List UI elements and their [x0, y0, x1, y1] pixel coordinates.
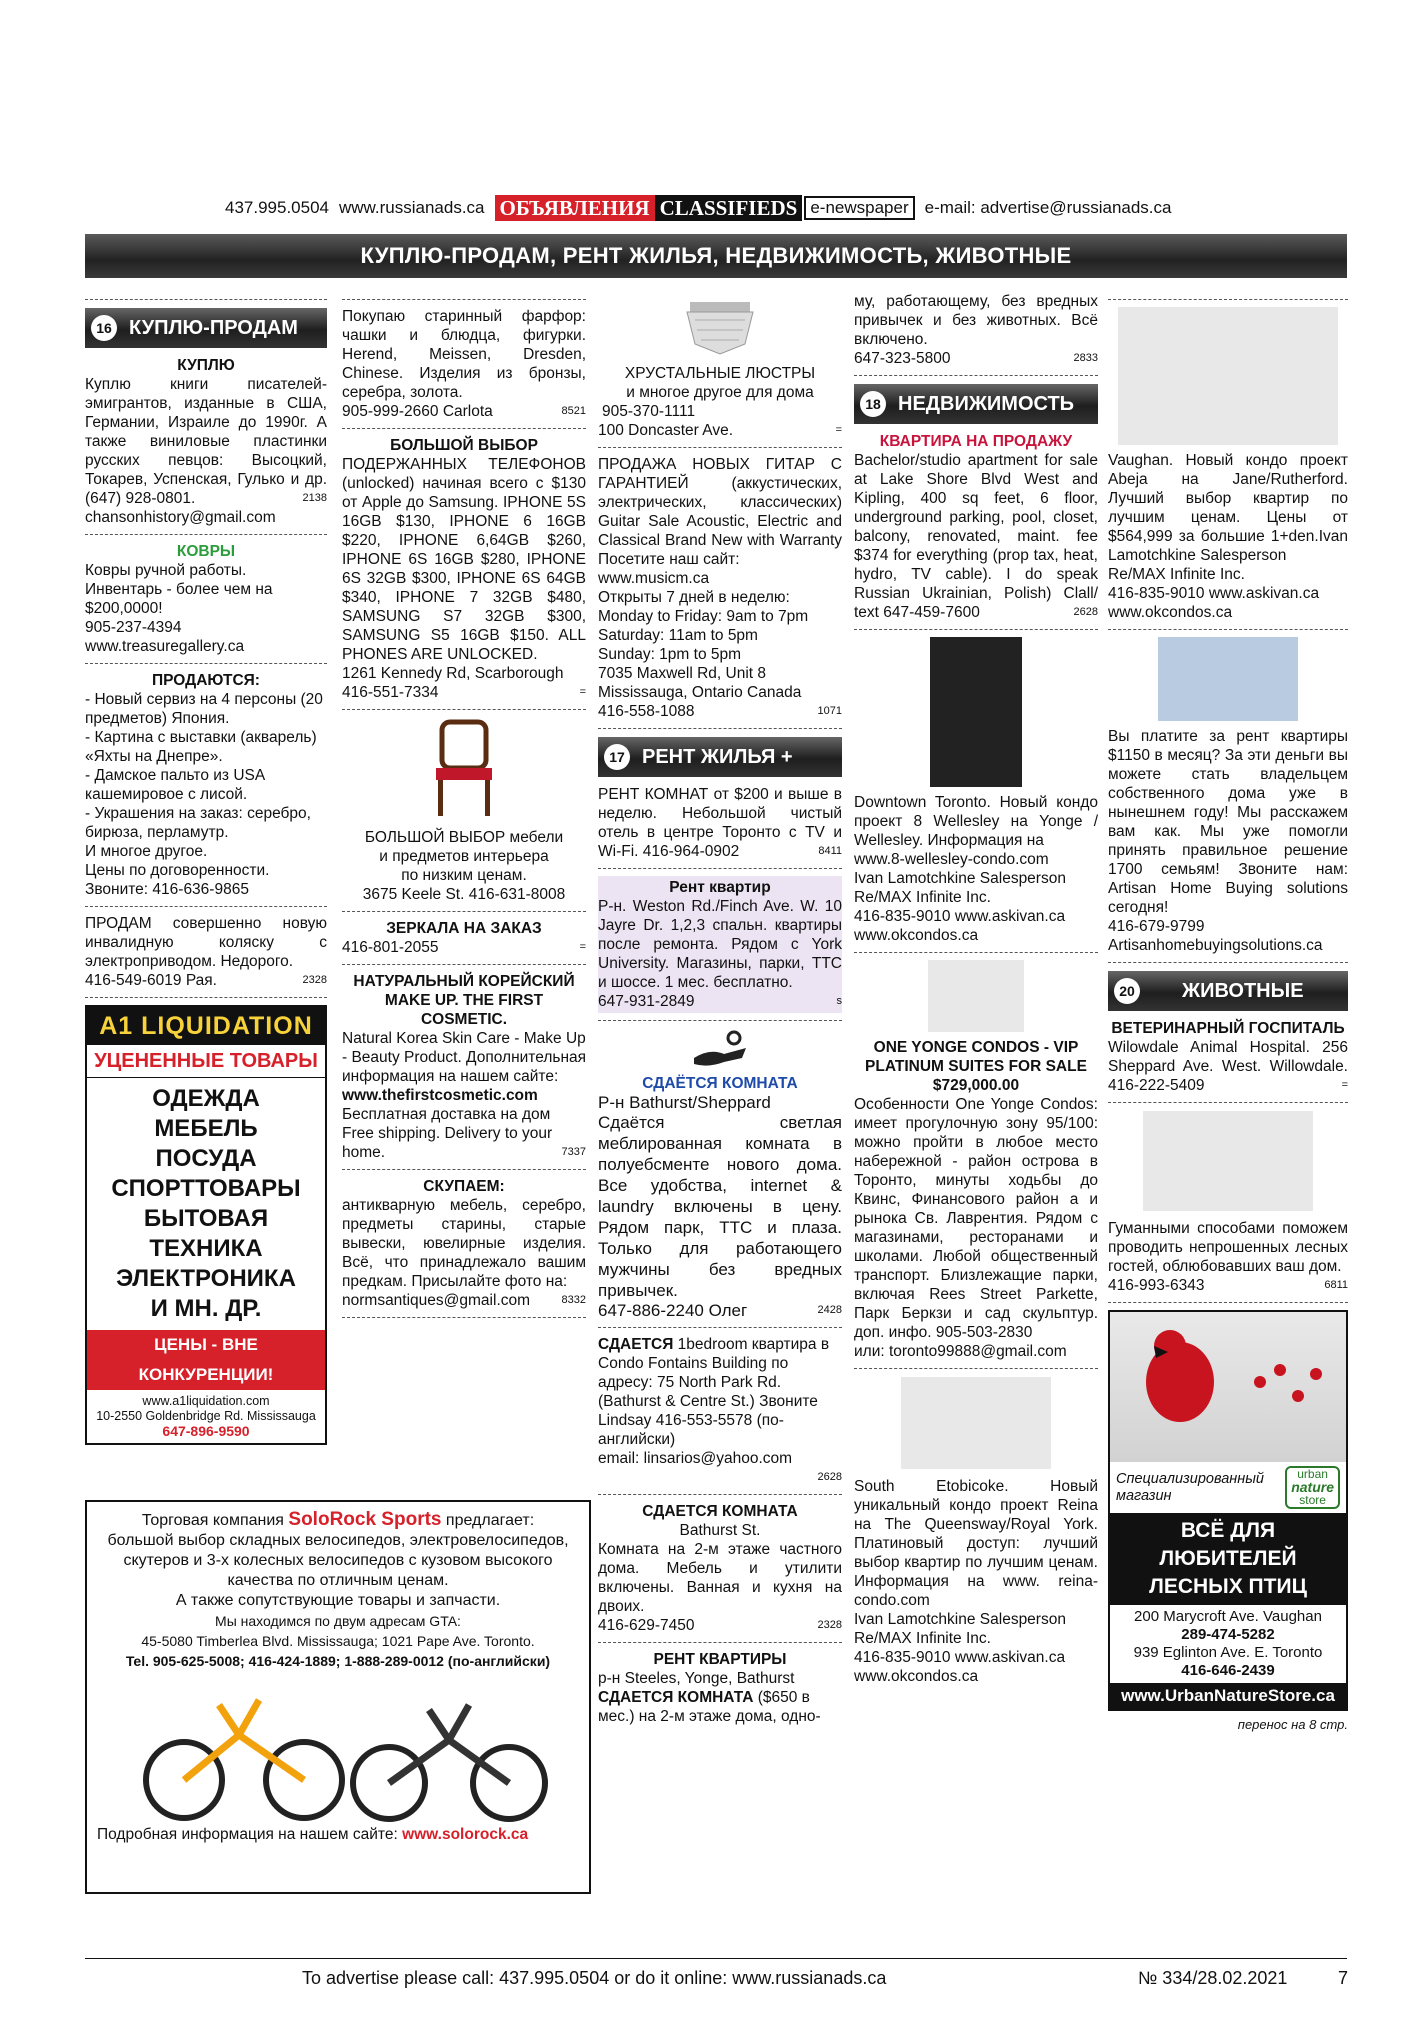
- solorock-phones: Tel. 905-625-5008; 416-424-1889; 1-888-289-0012 (по-английски): [125, 1653, 551, 1669]
- ad-text: Сдаётся светлая меблированная комната в полуебсменте нового дома. Все удобства, internet & laundry включены в цену. Рядом парк, TTC и плаза. Только для работающего мужчины без вредных привычек.: [598, 1113, 842, 1300]
- a1-price-strip: ЦЕНЫ - ВНЕ КОНКУРЕНЦИИ!: [87, 1330, 325, 1390]
- ad-line: Mississauga, Ontario Canada: [598, 684, 802, 701]
- ad-email[interactable]: email: linsarios@yahoo.com: [598, 1450, 793, 1467]
- ad-heading: СДАЁТСЯ КОМНАТА: [642, 1075, 798, 1092]
- ad-line: Ivan Lamotchkine Salesperson: [854, 1611, 1066, 1628]
- ad-text: Куплю книги писателей-эмигрантов, изданные в США, Германии, Израиле до 1990г. А также виниловые пластинки русских певцов: Высоцкий, Токарев, Успенская, Гулько и др. (647) 928-0801. 2138: [85, 376, 327, 507]
- logo-enewspaper: e-newspaper: [804, 196, 914, 220]
- ad-phone: 416-801-2055 =: [342, 939, 586, 956]
- ad-text: ПОДЕРЖАННЫХ ТЕЛЕФОНОВ (unlocked) начиная всего с $130 от Apple до Samsung. IPHONE 5S 16GB $130, IPHONE 6 16GB $220, IPHONE 6,64GB $260, IPHONE 6S 16GB $280, IPHONE 6S 32GB $300, IPHONE 6S 64GB $340, IPHONE 7 32GB $480, SAMSUNG S7 32GB $300, SAMSUNG S5 16GB $150. ALL PHONES ARE UNLOCKED.: [342, 456, 586, 663]
- ad-price: $729,000.00: [932, 1077, 1020, 1094]
- masthead: [225, 195, 1215, 221]
- column-4: [854, 292, 1098, 1686]
- ad-line: Открыты 7 дней в неделю:: [598, 589, 790, 606]
- ad-phone: 416-629-7450 2328: [598, 1617, 842, 1634]
- section-kuplyu-prodam: 16 КУПЛЮ-ПРОДАМ: [85, 308, 327, 348]
- ad-phone: 416-835-9010 www.askivan.ca: [854, 908, 1066, 925]
- ad-line: - Дамское пальто из USA кашемировое с лисой.: [85, 767, 265, 803]
- hand-key-image: [598, 1028, 842, 1074]
- bicycles-image: [87, 1675, 589, 1825]
- solorock-ad: [85, 1500, 591, 1894]
- ad-text: РЕНТ КОМНАТ от $200 и выше в неделю. Небольшой чистый отель в центре Торонто с TV и Wi-Fi. 416-964-0902 8411: [598, 786, 842, 860]
- ad-heading: ONE YONGE CONDOS - VIP PLATINUM SUITES FOR SALE: [865, 1039, 1087, 1075]
- ad-line: 7035 Maxwell Rd, Unit 8: [598, 665, 766, 682]
- ad-line: Re/MAX Infinite Inc.: [854, 889, 991, 906]
- reina-condo-image: [901, 1377, 1051, 1469]
- ad-phone: 416-551-7334 =: [342, 684, 586, 701]
- antique-chair-image: [428, 718, 500, 818]
- logo-english: CLASSIFIEDS: [655, 195, 803, 221]
- ad-text: СДАЕТСЯ 1bedroom квартира в Condo Fontains Building по адресу: 75 North Park Rd. (Bathurst & Centre St.) Звоните Lindsay 416-553-5578 (по-английски): [598, 1336, 830, 1448]
- ad-text: ПРОДАЖА НОВЫХ ГИТАР С ГАРАНТИЕЙ (аккустических, электрических, классических) Guitar Sale Acoustic, Electric and Classical Brand New with Warranty Посетите наш сайт:: [598, 456, 842, 568]
- category-banner: КУПЛЮ-ПРОДАМ, РЕНТ ЖИЛЬЯ, НЕДВИЖИМОСТЬ, ЖИВОТНЫЕ: [85, 234, 1347, 278]
- ad-text: Вы платите за рент квартиры $1150 в месяц? За эти деньги вы можете стать владельцем собственного дома уже в нынешнем году! Мы расскажем вам как. Мы уже помогли принять правильное решение 1700 семьям! Звоните нам: Artisan Home Buying solutions сегодня!: [1108, 728, 1348, 916]
- ad-phone: 905-999-2660 Carlota 8521: [342, 403, 586, 420]
- store-tagline: Специализированный магазин: [1116, 1470, 1264, 1504]
- ad-heading: КВАРТИРА НА ПРОДАЖУ: [879, 433, 1073, 450]
- ad-line: Звоните: 416-636-9865: [85, 881, 249, 898]
- ad-line: Цены по договоренности.: [85, 862, 270, 879]
- ad-text: Wilowdale Animal Hospital. 256 Sheppard Ave. West. Willowdale. 416-222-5409 =: [1108, 1039, 1348, 1094]
- solorock-text: Мы находимся по двум адресам GTA:: [215, 1613, 461, 1629]
- ad-line: - Картина с выставки (акварель) «Яхты на Днепре».: [85, 729, 317, 765]
- ad-website[interactable]: www.musicm.ca: [598, 570, 710, 587]
- abeja-condo-image: [1118, 307, 1338, 445]
- a1-title: A1 LIQUIDATION: [87, 1007, 325, 1045]
- ad-heading: КУПЛЮ: [177, 357, 235, 374]
- ad-text: ХРУСТАЛЬНЫЕ ЛЮСТРЫ и многое другое для дома: [624, 365, 816, 401]
- ad-email[interactable]: normsantiques@gmail.com 8332: [342, 1292, 586, 1309]
- ad-phone: 647-323-5800 2833: [854, 350, 1098, 367]
- solorock-text: большой выбор складных велосипедов, электровелосипедов, скутеров и 3-х колесных велосипедов с кузовом высокого качества по отличным ценам.: [107, 1532, 569, 1589]
- solorock-text: А также сопутствующие товары и запчасти.: [175, 1592, 501, 1609]
- solorock-footer: Подробная информация на нашем сайте: www.solorock.ca: [97, 1826, 529, 1843]
- footer-advertise: To advertise please call: 437.995.0504 or do it online: www.russianads.ca: [302, 1968, 887, 1988]
- ad-line: Ivan Lamotchkine Salesperson: [854, 870, 1066, 887]
- chandelier-image: [598, 296, 842, 358]
- header-email[interactable]: e-mail: advertise@russianads.ca: [924, 198, 1172, 217]
- ad-text: Ковры ручной работы. Инвентарь - более чем на $200,0000!: [85, 562, 273, 617]
- a1-list: ОДЕЖДА МЕБЕЛЬ ПОСУДА СПОРТТОВАРЫ БЫТОВАЯ ТЕХНИКА ЭЛЕКТРОНИКА И МН. ДР.: [111, 1085, 301, 1322]
- ad-phone: 416-558-1088 1071: [598, 703, 842, 720]
- ad-email[interactable]: chansonhistory@gmail.com: [85, 509, 276, 526]
- ad-text: Особенности One Yonge Condos: имеет прогулочную зону 95/100: можно пройти в любое место набережной - район острова в Торонто, минуты ходьбы до Квинс, Финансового район а и рынока Св. Лаврентия. Рядом с магазинами, ресторанами и школами. Любой общественный транспорт. Близлежащие парки, включая Rees Street Parkette, Парк Беркзи и сад скульптур. доп. инфо. 905-503-2830: [854, 1096, 1098, 1341]
- ad-website[interactable]: www.8-wellesley-condo.com: [854, 851, 1049, 868]
- rent-apartments-ad: Рент квартир Р-н. Weston Rd./Finch Ave. W. 10 Jayre Dr. 1,2,3 спальн. квартиры после ремонта. Рядом с York University. Магазины, парки, TTC и шоссе. 1 мес. бесплатно. 647-931-2849 s: [598, 876, 842, 1013]
- ad-line: Monday to Friday: 9am to 7pm: [598, 608, 809, 625]
- ad-phone: 416-993-6343 6811: [1108, 1277, 1348, 1294]
- wellesley-tower-image: [930, 637, 1022, 787]
- ad-heading: ЗЕРКАЛА НА ЗАКАЗ: [386, 920, 542, 937]
- ad-website[interactable]: www.treasuregallery.ca: [85, 638, 245, 655]
- ad-text: ПРОДАМ совершенно новую инвалидную коляску с электроприводом. Недорого.: [85, 915, 327, 970]
- column-1: [85, 292, 327, 1445]
- a1-liquidation-ad: [85, 1005, 327, 1445]
- ad-text: Гуманными способами поможем проводить непрошенных лесных гостей, облюбовавших ваш дом.: [1108, 1220, 1348, 1275]
- ad-website[interactable]: www.okcondos.ca: [854, 927, 979, 944]
- ad-line: Sunday: 1pm to 5pm: [598, 646, 742, 663]
- a1-subtitle: УЦЕНЕННЫЕ ТОВАРЫ: [87, 1045, 325, 1078]
- ad-email[interactable]: или: toronto99888@gmail.com: [854, 1343, 1067, 1360]
- ad-heading: БОЛЬШОЙ ВЫБОР: [390, 437, 538, 454]
- section-rent: 17 РЕНТ ЖИЛЬЯ +: [598, 737, 842, 777]
- solorock-address: 45-5080 Timberlea Blvd. Mississauga; 1021 Pape Ave. Toronto.: [141, 1633, 535, 1649]
- ad-text: Покупаю старинный фарфор: чашки и блюдца, фигурки. Herend, Meissen, Dresden, Chinese. Изделия из бронзы, серебра, золота.: [342, 308, 586, 401]
- ad-line: - Украшения на заказ: серебро, бирюза, перламутр.: [85, 805, 311, 841]
- solorock-site[interactable]: www.solorock.ca: [402, 1826, 529, 1843]
- ad-website[interactable]: www.okcondos.ca: [854, 1668, 979, 1685]
- ad-line: Р-н Bathurst/Sheppard: [598, 1093, 771, 1112]
- ad-line: Bathurst St.: [679, 1522, 761, 1539]
- ad-heading: КОВРЫ: [176, 543, 236, 560]
- continued-note: перенос на 8 стр.: [1237, 1717, 1348, 1732]
- ad-line: И многое другое.: [85, 843, 208, 860]
- ad-address: 100 Doncaster Ave. =: [598, 422, 842, 439]
- ad-code: 2628: [817, 1471, 842, 1483]
- ad-phone: 905-370-1111: [602, 403, 696, 420]
- ad-address: 1261 Kennedy Rd, Scarborough: [342, 665, 564, 682]
- ad-text: Комната на 2-м этаже частного дома. Мебель и утилити включены. Ванная и кухня на двоих.: [598, 1541, 842, 1615]
- ad-text: Vaughan. Новый кондо проект Abeja на Jane/Rutherford. Лучший выбор квартир по лучшим ценам. Цены от $564,999 за большие 1+den.Ivan Lamotchkine Salesperson: [1108, 452, 1348, 564]
- ad-phone: 416-835-9010 www.askivan.ca: [854, 1649, 1066, 1666]
- ad-heading: ПРОДАЮТСЯ:: [152, 672, 260, 689]
- ad-text: му, работающему, без вредных привычек и без животных. Всё включено.: [854, 293, 1098, 348]
- column-5: [1108, 292, 1348, 1734]
- footer-rule: [85, 1958, 1347, 1959]
- one-yonge-image: [928, 960, 1024, 1032]
- a1-site[interactable]: www.a1liquidation.com: [142, 1394, 270, 1408]
- logo-russian: ОБЪЯВЛЕНИЯ: [495, 195, 655, 221]
- a1-contacts: www.a1liquidation.com 10-2550 Goldenbridge Rd. Mississauga 647-896-9590: [87, 1390, 325, 1443]
- ad-text: Бесплатная доставка на дом Free shipping. Delivery to your home. 7337: [342, 1106, 586, 1161]
- header-phone: 437.995.0504: [225, 198, 329, 217]
- urban-nature-logo: urban nature store: [1285, 1466, 1340, 1509]
- ad-phone: 905-237-4394: [85, 619, 182, 636]
- header-site[interactable]: www.russianads.ca: [339, 198, 485, 217]
- ad-website[interactable]: www.thefirstcosmetic.com: [342, 1087, 538, 1104]
- wildlife-animals-image: [1143, 1111, 1313, 1211]
- ad-website[interactable]: www.okcondos.ca: [1108, 604, 1233, 621]
- store-slogan: ВСЁ ДЛЯ ЛЮБИТЕЛЕЙ ЛЕСНЫХ ПТИЦ: [1110, 1513, 1346, 1605]
- store-url[interactable]: www.UrbanNatureStore.ca: [1110, 1683, 1346, 1709]
- ad-line: р-н Steeles, Yonge, Bathurst: [598, 1670, 795, 1687]
- ad-line: - Новый сервиз на 4 персоны (20 предметов) Япония.: [85, 691, 323, 727]
- ad-text: СДАЕТСЯ КОМНАТА ($650 в мес.) на 2-м этаже дома, одно-: [598, 1689, 821, 1725]
- ad-text: Downtown Toronto. Новый кондо проект 8 Wellesley на Yonge / Wellesley. Информация на: [854, 794, 1098, 849]
- urban-nature-store-ad: [1108, 1310, 1348, 1711]
- ad-phone: 416-549-6019 Рая. 2328: [85, 972, 327, 989]
- ad-heading: СДАЕТСЯ КОМНАТА: [642, 1503, 798, 1520]
- column-2: [342, 292, 586, 1325]
- ad-text: Natural Korea Skin Care - Make Up - Beauty Product. Дополнительная информация на нашем сайте:: [342, 1030, 587, 1085]
- ad-phone: 416-835-9010 www.askivan.ca: [1108, 585, 1320, 602]
- ad-website[interactable]: Artisanhomebuyingsolutions.ca: [1108, 937, 1323, 954]
- ad-phone: 416-679-9799: [1108, 918, 1205, 935]
- ad-phone: 647-886-2240 Олег 2428: [598, 1301, 842, 1320]
- ad-text: South Etobicoke. Новый уникальный кондо проект Reina на The Queensway/Royal York. Платиновый доступ: лучший выбор квартир по лучшим ценам. Информация на www. reina-condo.com: [854, 1478, 1098, 1609]
- house-image: [1158, 637, 1298, 721]
- page-number: 7: [1338, 1968, 1349, 1988]
- section-nedvizhimost: 18 НЕДВИЖИМОСТЬ: [854, 384, 1098, 424]
- solorock-line: Торговая компания SoloRock Sports предлагает:: [141, 1509, 535, 1530]
- store-addresses: 200 Marycroft Ave. Vaughan 289-474-5282 939 Eglinton Ave. E. Toronto 416-646-2439: [1133, 1608, 1323, 1679]
- ad-heading: ВЕТЕРИНАРНЫЙ ГОСПИТАЛЬ: [1111, 1020, 1345, 1037]
- ad-line: Saturday: 11am to 5pm: [598, 627, 758, 644]
- footer-issue: № 334/28.02.2021: [1138, 1968, 1288, 1988]
- ad-text: БОЛЬШОЙ ВЫБОР мебели и предметов интерьера по низким ценам. 3675 Keele St. 416-631-8008: [362, 829, 566, 903]
- ad-text: антикварную мебель, серебро, предметы старины, старые вывески, ювелирные изделия. Всё, что принадлежало вашим предкам. Присылайте фото на:: [342, 1197, 586, 1290]
- ad-text: Bachelor/studio apartment for sale at Lake Shore Blvd West and Kipling, 400 sq feet, 6 floor, underground parking, pool, closet, balcony, renovated, maint. fee $374 for everything (prop tax, heat, hydro, TV cable). I do speak Russian Ukrainian, Polish) Clall/ text 647-459-7600 2628: [854, 452, 1098, 621]
- cardinal-bird-image: [1110, 1312, 1346, 1462]
- ad-line: Re/MAX Infinite Inc.: [1108, 566, 1245, 583]
- ad-line: Re/MAX Infinite Inc.: [854, 1630, 991, 1647]
- column-3: [598, 292, 842, 1726]
- ad-heading: РЕНТ КВАРТИРЫ: [653, 1651, 787, 1668]
- ad-heading: НАТУРАЛЬНЫЙ КОРЕЙСКИЙ MAKE UP. THE FIRST COSMETIC.: [353, 973, 575, 1028]
- ad-heading: СКУПАЕМ:: [423, 1178, 505, 1195]
- section-zhivotnye: 20 ЖИВОТНЫЕ: [1108, 971, 1348, 1011]
